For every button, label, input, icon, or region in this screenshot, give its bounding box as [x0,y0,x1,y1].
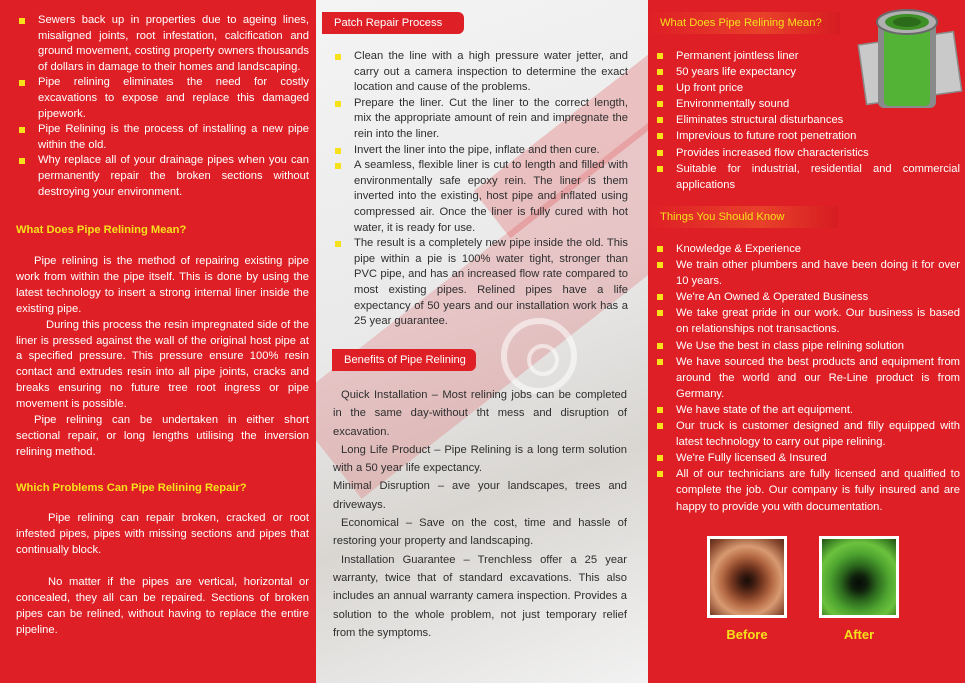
list-item: We're An Owned & Operated Business [654,289,960,305]
list-item: We Use the best in class pipe relining solution [654,338,960,354]
paragraph: No matter if the pipes are vertical, horizontal or concealed, they all can be repaired. Sections of broken pipes can be relined, without having to replace the entire pipeline. [16,576,309,636]
bullet-square-icon [335,163,341,169]
list-item: Invert the liner into the pipe, inflate and then cure. [332,143,628,159]
intro-bullet-list [16,13,309,200]
bullet-square-icon [657,246,663,252]
bullet-square-icon [657,294,663,300]
list-item: 50 years life expectancy [654,64,960,80]
after-photo [819,536,899,618]
list-item: We train other plumbers and have been doing it for over 10 years. [654,257,960,289]
list-item: Imprevious to future root penetration [654,128,960,144]
bullet-square-icon [335,241,341,247]
bullet-square-icon [657,359,663,365]
list-item: Knowledge & Experience [654,241,960,257]
bullet-square-icon [335,148,341,154]
problems-heading: Which Problems Can Pipe Relining Repair? [16,482,247,494]
list-item: Sewers back up in properties due to ageing lines, misaligned joints, root infestation, calcification and ground movement, costing property owners thousands of dollars in damage to their homes and landscaping. [16,13,309,75]
meaning-heading: What Does Pipe Relining Mean? [16,224,187,236]
bullet-square-icon [657,101,663,107]
list-item: We take great pride in our work. Our business is based on relationships not transactions. [654,305,960,337]
list-item: Why replace all of your drainage pipes when you can permanently repair the broken sections without destroying your environment. [16,153,309,200]
paragraph: Pipe relining is the method of repairing existing pipe work from within the pipe itself. This is done by using the latest technology to insert a strong internal liner inside the existing pipe. [16,255,309,315]
list-item: Eliminates structural disturbances [654,112,960,128]
middle-panel [316,0,648,683]
paragraph: Pipe relining can be undertaken in either short sectional repair, or long lengths utilising the inversion relining method. [16,414,309,458]
list-item: Up front price [654,80,960,96]
list-item: The result is a completely new pipe inside the old. This pipe within a pie is 100% water tight, stronger than PVC pipe, and has an increased flow rate compared to most existing pipes. Relined pipes have a life expectancy of 50 years and our installation work has a 25 year guarantee. [332,236,628,330]
bullet-square-icon [657,471,663,477]
after-caption: After [843,627,875,642]
paragraph: Installation Guarantee – Trenchless offer a 25 year warranty, twice that of standard excavations. This also includes an annual warranty camera inspection. Provides a solution to the whole problem, not just temporary relief from the symptoms. [333,553,627,639]
patch-steps-list [332,49,628,330]
bullet-square-icon [19,127,25,133]
list-item: We have state of the art equipment. [654,402,960,418]
list-item: All of our technicians are fully licensed and qualified to complete the job. Our company is fully insured and are happy to provide you with documentation. [654,466,960,514]
bullet-square-icon [657,150,663,156]
before-caption: Before [726,627,768,642]
bullet-square-icon [657,310,663,316]
bullet-square-icon [657,69,663,75]
list-item: Clean the line with a high pressure water jetter, and carry out a camera inspection to determine the exact location and cause of the problems. [332,49,628,96]
paragraph: Pipe relining can repair broken, cracked or root infested pipes, pipes with missing sections and pipes that continually block. [16,512,309,556]
list-item: We have sourced the best products and equipment from around the world and our Re-Line product is from Germany. [654,354,960,402]
patch-heading: Patch Repair Process [322,12,464,34]
bullet-square-icon [657,85,663,91]
left-panel [0,0,316,683]
list-item: Pipe relining eliminates the need for costly excavations to expose and replace this damaged pipework. [16,75,309,122]
paragraph: Minimal Disruption – ave your landscapes, trees and driveways. [333,480,627,511]
list-item: Pipe Relining is the process of installing a new pipe within the old. [16,122,309,153]
bullet-square-icon [335,54,341,60]
list-item: Environmentally sound [654,96,960,112]
paragraph: Long Life Product – Pipe Relining is a long term solution with a 50 year life expectancy. [333,443,627,475]
paragraph: Quick Installation – Most relining jobs can be completed in the same day-without tht mess and disruption of excavation. [333,389,627,438]
bullet-square-icon [657,423,663,429]
bullet-square-icon [657,133,663,139]
list-item: We're Fully licensed & Insured [654,450,960,466]
list-item: Suitable for industrial, residential and commercial applications [654,161,960,193]
before-photo [707,536,787,618]
bullet-square-icon [657,117,663,123]
know-heading: Things You Should Know [648,206,838,228]
bullet-square-icon [19,158,25,164]
know-bullet-list [654,241,960,515]
right-panel [648,0,965,683]
meaning-bullet-list [654,48,960,193]
bullet-square-icon [19,80,25,86]
bullet-square-icon [19,18,25,24]
benefits-text [333,386,627,642]
paragraph: Economical – Save on the cost, time and hassle of restoring your property and landscaping. [333,517,627,548]
benefits-heading: Benefits of Pipe Relining [332,349,476,371]
list-item: Permanent jointless liner [654,48,960,64]
bullet-square-icon [657,343,663,349]
bullet-square-icon [657,407,663,413]
list-item: Prepare the liner. Cut the liner to the correct length, mix the appropriate amount of rein and impregnate the rein into the liner. [332,96,628,143]
list-item: Our truck is customer designed and filly equipped with latest technology to carry out pipe relining. [654,418,960,450]
list-item: Provides increased flow characteristics [654,145,960,161]
bullet-square-icon [657,53,663,59]
meaning-text [16,254,309,461]
bullet-square-icon [657,262,663,268]
list-item: A seamless, flexible liner is cut to length and filled with environmentally safe epoxy rein. The liner is them inverted into the existing, host pipe and inflated using compressed air. Once the liner is fully cured with hot water, it is ready for use. [332,158,628,236]
bullet-square-icon [335,101,341,107]
meaning-heading: What Does Pipe Relining Mean? [648,12,840,34]
bullet-square-icon [657,455,663,461]
bullet-square-icon [657,166,663,172]
paragraph: During this process the resin impregnated side of the liner is pressed against the wall of the original host pipe at a specified pressure. This pressure ensure 100% resin contact and extrudes resin into all pipe joints, cracks and breaks ensuring no future tree root ingress or pipe movement is possible. [16,318,309,411]
